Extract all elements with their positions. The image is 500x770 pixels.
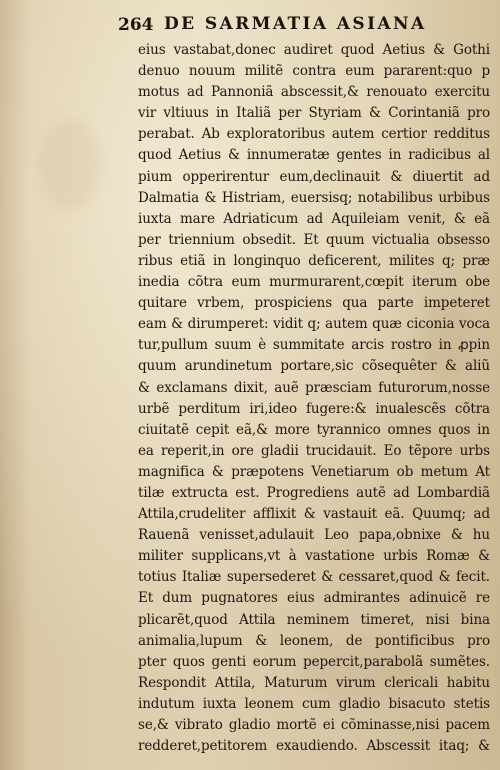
text-line: quod Aetius & innumeratæ gentes in radicibus al <box>138 147 490 164</box>
text-line: iuxta mare Adriaticum ad Aquileiam venit, & eã <box>138 210 490 227</box>
text-line: motus ad Pannoniã abscessit,& renouato exercitu <box>138 84 490 101</box>
text-line: tur,pullum suum è summitate arcis rostro in ꝓpin <box>138 337 490 354</box>
text-line: animalia,lupum & leonem, de pontificibus pro <box>138 632 490 649</box>
paper-stain <box>40 120 100 210</box>
text-line: Et dum pugnatores eius admirantes adinuicẽ re <box>138 590 490 607</box>
running-head: DE SARMATIA ASIANA <box>164 14 427 34</box>
text-line: ciuitatẽ cepit eã,& more tyrannico omnes quos in <box>138 421 490 438</box>
page-header <box>118 13 448 37</box>
text-line: vir vltiuus in Italiã per Styriam & Corintaniã pro <box>138 105 490 122</box>
text-line: eam & dirumperet: vidit q; autem quæ ciconia voca <box>138 316 490 333</box>
text-line: eius vastabat,donec audiret quod Aetius & Gothi <box>138 42 490 58</box>
text-line: Respondit Attila, Maturum virum clericali habitu <box>138 674 490 691</box>
text-line: se,& vibrato gladio mortẽ ei cõminasse,nisi pacem <box>138 717 490 733</box>
text-line: urbẽ perditum iri,ideo fugere:& inualescẽs cõtra <box>138 400 490 417</box>
text-line: magnifica & præpotens Venetiarum ob metum At <box>138 463 490 480</box>
text-line: Dalmatia & Histriam, euersisq; notabilibus urbibus <box>138 189 490 206</box>
page-number: 264 <box>118 15 154 35</box>
text-line: militer supplicans,vt à vastatione urbis Romæ & <box>138 548 490 565</box>
text-line: ribus etiã in longinquo deficerent, milites q; præ <box>138 252 490 269</box>
text-line: plicarẽt,quod Attila neminem timeret, nisi bina <box>138 611 490 628</box>
text-line: Attila,crudeliter afflixit & vastauit eã. Quumq; ad <box>138 506 490 523</box>
body-text <box>138 40 490 757</box>
text-line: redderet,petitorem exaudiendo. Abscessit itaq; & <box>138 738 490 755</box>
text-line: tilæ extructa est. Progrediens autẽ ad Lombardiã <box>138 484 490 501</box>
text-line: inedia cõtra eum murmurarent,cœpit iterum obe <box>138 274 490 291</box>
text-line: pter quos genti eorum pepercit,parabolã sumẽtes. <box>138 653 490 670</box>
text-line: totius Italiæ supersederet & cessaret,quod & fecit. <box>138 569 490 586</box>
text-line: quitare vrbem, prospiciens qua parte impeteret <box>138 295 490 312</box>
text-line: ea reperit,in ore gladii trucidauit. Eo tẽpore urbs <box>138 442 490 459</box>
text-line: quum arundinetum portare,sic cõsequêter & aliũ <box>138 358 490 375</box>
text-line: pium opperirentur eum,declinauit & diuertit ad <box>138 168 490 185</box>
text-line: Rauenã venisset,adulauit Leo papa,obnixe & hu <box>138 527 490 544</box>
text-line: denuo nouum militẽ contra eum pararent:quo p <box>138 63 490 80</box>
text-line: & exclamans dixit, auẽ præsciam futurorum,nosse <box>138 379 490 396</box>
text-line: perabat. Ab exploratoribus autem certior redditus <box>138 126 490 143</box>
text-line: indutum iuxta leonem cum gladio bisacuto stetis <box>138 695 490 712</box>
text-line: per triennium obsedit. Et quum victualia obsesso <box>138 231 490 248</box>
